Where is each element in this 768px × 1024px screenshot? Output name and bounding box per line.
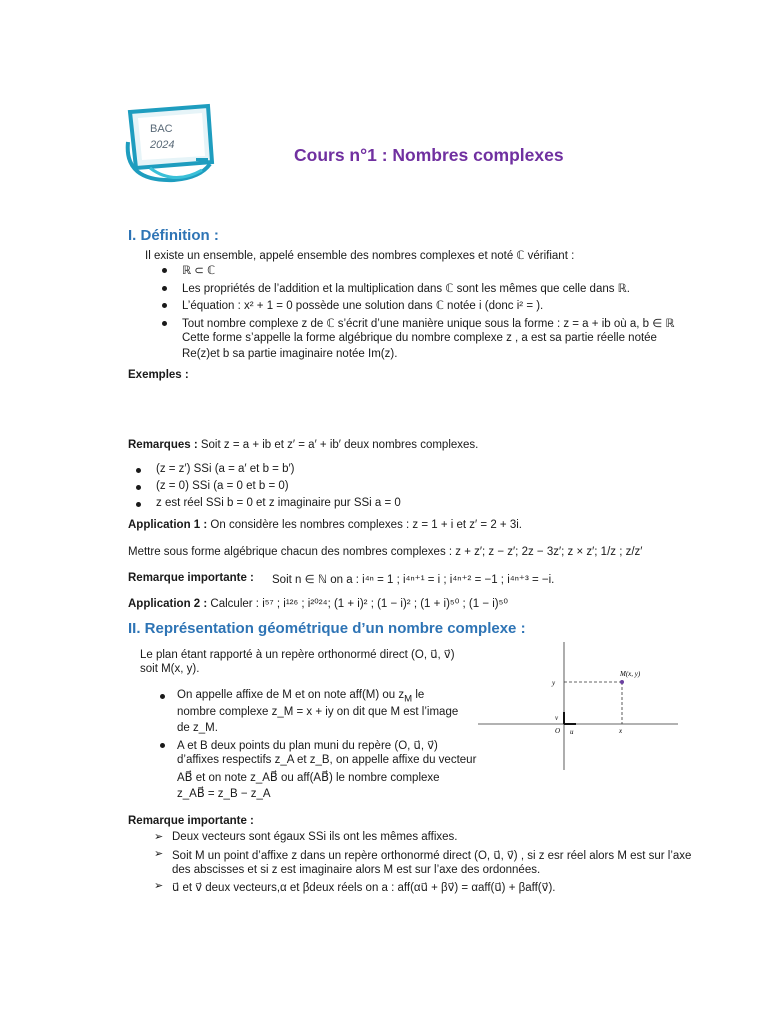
application-2-label: Application 2 : [128, 598, 208, 610]
remarque-2-item-3: u⃗ et v⃗ deux vecteurs,α et βdeux réels on a : aff(αu⃗ + βv⃗) = αaff(u⃗) + βaff(v⃗). [172, 882, 556, 894]
application-1-text: On considère les nombres complexes : z = 1 + i et z′ = 2 + 3i. [207, 519, 522, 531]
def-bullet-4-line3: Re(z)et b sa partie imaginaire notée Im(z). [182, 348, 398, 360]
vector-bullet-line4: z_AB⃗ = z_B − z_A [177, 788, 271, 800]
application-1-label: Application 1 : [128, 519, 208, 531]
def-bullet-4-line2: Cette forme s’appelle la forme algébrique du nombre complexe z , a est sa partie réelle notée [182, 332, 657, 344]
remarques-label: Remarques : [128, 439, 198, 451]
affixe-bullet-text: On appelle affixe de M et on note aff(M) ou z [177, 689, 405, 701]
application-2-line [128, 596, 508, 610]
remarque-importante-2-label: Remarque importante : [128, 815, 254, 827]
vector-bullet-line3: AB⃗ et on note z_AB⃗ ou aff(AB⃗) le nombre complexe [177, 772, 440, 784]
v-label: v⃗ [555, 714, 564, 722]
remarques-text: Soit z = a + ib et z′ = a′ + ib′ deux nombres complexes. [197, 439, 479, 451]
section-2-p1: Le plan étant rapporté à un repère orthonormé direct (O, u⃗, v⃗) [140, 649, 455, 661]
def-bullet-4-line1: Tout nombre complexe z de ℂ s’écrit d’une manière unique sous la forme : z = a + ib où a, b ∈ ℝ [182, 318, 675, 330]
application-2-text: Calculer : i⁵⁷ ; i¹²⁶ ; i²⁰²⁴; (1 + i)² ; (1 − i)² ; (1 + i)⁵⁰ ; (1 − i)⁵⁰ [207, 598, 508, 610]
bullet-icon [162, 268, 167, 273]
origin-label: O [555, 727, 561, 735]
remarques-line [128, 439, 478, 451]
section-2-p2: soit M(x, y). [140, 663, 200, 675]
affixe-bullet-line3: de z_M. [177, 722, 218, 734]
bullet-icon [160, 743, 165, 748]
arrow-bullet-icon: ➢ [154, 831, 164, 843]
bac-logo-icon [124, 102, 220, 186]
page-title: Cours n°1 : Nombres complexes [294, 145, 564, 165]
point-m [620, 680, 624, 684]
arrow-bullet-icon: ➢ [154, 848, 164, 860]
remarque-2-item-1: Deux vecteurs sont égaux SSi ils ont les mêmes affixes. [172, 831, 458, 843]
u-label: u⃗ [570, 728, 579, 736]
remarque-2-item-2-line2: des abscisses et si z est imaginaire alors M est sur l’axe des ordonnées. [172, 864, 541, 876]
affixe-bullet-line2: nombre complexe z_M = x + iy on dit que M est l’image [177, 706, 459, 718]
def-bullet-2: Les propriétés de l’addition et la multiplication dans ℂ sont les mêmes que celle dans ℝ. [182, 283, 630, 295]
remarque-2: (z = 0) SSi (a = 0 et b = 0) [156, 480, 289, 492]
def-bullet-3: L’équation : x² + 1 = 0 possède une solution dans ℂ notée i (donc i² = ). [182, 300, 544, 312]
logo-line1: BAC [150, 123, 173, 135]
remarque-1: (z = z′) SSi (a = a′ et b = b′) [156, 463, 295, 475]
def-bullet-1: ℝ ⊂ ℂ [182, 265, 216, 277]
bullet-icon [162, 303, 167, 308]
logo-line2: 2024 [150, 139, 175, 151]
bullet-icon [136, 502, 141, 507]
application-1-line [128, 519, 522, 531]
bullet-icon [162, 286, 167, 291]
point-m-label: M(x, y) [620, 670, 641, 678]
remarque-3: z est réel SSi b = 0 et z imaginaire pur SSi a = 0 [156, 497, 401, 509]
arrow-bullet-icon: ➢ [154, 880, 164, 892]
bullet-icon [160, 694, 165, 699]
section-1-intro: Il existe un ensemble, appelé ensemble des nombres complexes et noté ℂ vérifiant : [145, 250, 575, 262]
application-1-task: Mettre sous forme algébrique chacun des nombres complexes : z + z′; z − z′; 2z − 3z′; z × z′; 1/z ; z/z′ [128, 546, 643, 558]
remarque-2-item-2-line1: Soit M un point d’affixe z dans un repère orthonormé direct (O, u⃗, v⃗) , si z esr réel alors M est sur l’axe [172, 850, 692, 862]
vector-bullet-line1: A et B deux points du plan muni du repère (O, u⃗, v⃗) [177, 740, 438, 752]
complex-plane-diagram [478, 640, 678, 770]
bullet-icon [136, 468, 141, 473]
remarque-importante-1-label: Remarque importante : [128, 572, 254, 584]
section-1-heading: I. Définition : [128, 227, 219, 244]
remarque-importante-1-text: Soit n ∈ ℕ on a : i⁴ⁿ = 1 ; i⁴ⁿ⁺¹ = i ; i⁴ⁿ⁺² = −1 ; i⁴ⁿ⁺³ = −i. [272, 574, 555, 586]
y-label: y [552, 679, 556, 687]
bullet-icon [136, 485, 141, 490]
section-2-heading: II. Représentation géométrique d’un nombre complexe : [128, 620, 526, 637]
vector-bullet-line2: d’affixes respectifs z_A et z_B, on appelle affixe du vecteur [177, 754, 477, 766]
affixe-bullet-line1 [177, 689, 424, 704]
x-label: x [619, 727, 623, 735]
bullet-icon [162, 321, 167, 326]
affixe-bullet-tail: le [412, 689, 425, 701]
examples-label: Exemples : [128, 369, 189, 381]
affixe-bullet-subscript: M [404, 693, 413, 705]
